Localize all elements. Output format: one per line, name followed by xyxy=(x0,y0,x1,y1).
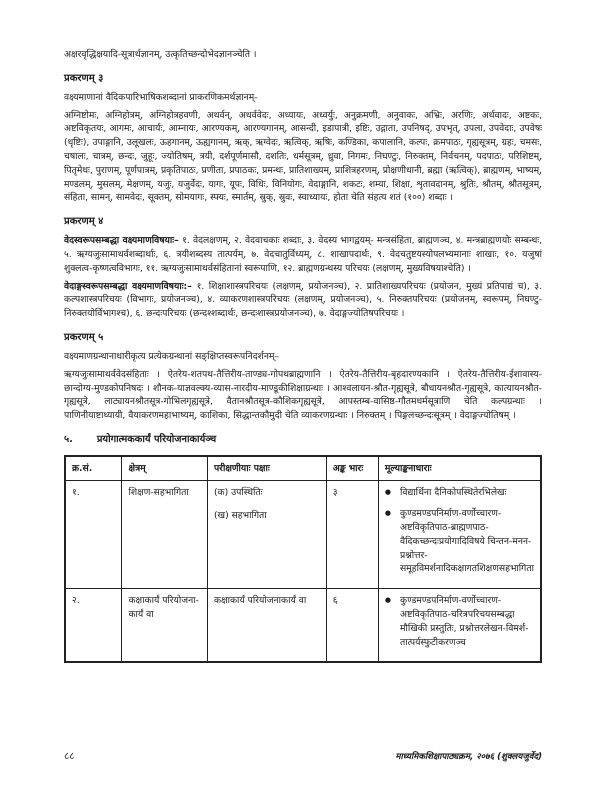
heading-prakaranam-3: प्रकरणम् ३ xyxy=(64,72,104,84)
footer-note: माध्यमिकशिक्षापाठ्यक्रम, २०७६ (शुक्लयजुर्वेद) xyxy=(395,752,542,762)
heading-prakaranam-4: प्रकरणम् ४ xyxy=(64,216,104,228)
p4-paragraph-vedanga xyxy=(64,280,542,321)
page-number: ८८ xyxy=(64,751,75,762)
p4-para1-lead: वेदस्वरूपसम्बद्धा वक्ष्यमाणविषयाः– xyxy=(64,235,183,247)
p5-texts-paragraph: ऋग्यजुःसामाथर्ववेदसंहिताः । ऐतरेय-शतपथ-तैत्तिरीय-ताण्ड्य-गोपथब्राह्मणानि । ऐतरेय-तैत्तिरीय-बृहदारण्यकानि । ऐतरेय-तैत्तिरीय-ईशावास्य-छान्दोग्य-मुण्डकोपनिषदः । शौनक-याज्ञवल्क्य-व्यास-नारदीय-माण्डूकीशिक्षाग्रन्थाः । आश्वलायन-श्रौत-गृह्यसूत्रे, बौधायनश्रौत-गृह्यसूत्रे, कात्यायनश्रौत-गृह्यसूत्रे, लाट्यायनश्रौतसूत्र-गोभिलगृह्यसूत्रे, वैतानश्रौतसूत्र-कौशिकगृह्यसूत्रे, आपस्तम्ब-वासिष्ठ-गौतमधर्मसूत्राणि चेति कल्पग्रन्थाः । पाणिनीयाष्टाध्यायी, वैयाकरणमहाभाष्यम्, काशिका, सिद्धान्तकौमुदी चेति व्याकरणग्रन्थाः । निरुक्तम् । पिङ्गलच्छन्दःसूत्रम् । वेदाङ्गज्योतिषम् । xyxy=(64,368,542,422)
row2-criterion-1-text: कुण्डमण्डपनिर्माण-वर्णोच्चारण-अष्टविकृतिपाठ-चरित्रपरिचयसम्बद्धा मौखिकी प्रस्तुतिः, प्रश्नोत्तरलेखन-विमर्श-तात्पर्यस्फुटीकरणञ्च xyxy=(400,595,529,648)
row1-aspects xyxy=(207,481,326,589)
p4-paragraph-veda xyxy=(64,234,542,275)
section5-heading xyxy=(64,433,542,448)
row1-aspect-a: (क) उपस्थितिः xyxy=(213,487,263,499)
header-serial: क्र.सं. xyxy=(65,456,122,481)
table-header-row xyxy=(65,456,541,481)
row1-criterion-1 xyxy=(385,486,534,500)
row1-criterion-2 xyxy=(385,507,534,576)
heading-prakaranam-5: प्रकरणम् ५ xyxy=(64,331,104,343)
row1-area: शिक्षण-सहभागिता xyxy=(122,481,207,589)
row2-criterion-1 xyxy=(385,594,534,649)
row1-criterion-1-text: विद्यार्थिना दैनिकोपस्थितेरभिलेखः xyxy=(400,487,507,499)
table-row xyxy=(65,481,541,589)
closing-line: अक्षरवृद्धिक्षयादि-सूत्रार्थज्ञानम्, उत्कृतिच्छन्दोभेदज्ञानञ्चेति । xyxy=(64,49,257,60)
section5-number: ५. xyxy=(64,433,73,445)
evaluation-table xyxy=(64,455,542,664)
p3-intro: वक्ष्यमाणानां वैदिकपारिभाषिकशब्दानां प्राकरणिकमर्थज्ञानम्- xyxy=(64,91,258,103)
row2-area: कक्षाकार्यं परियोजना-कार्यं वा xyxy=(122,589,207,663)
header-area: क्षेत्रम् xyxy=(122,456,207,481)
header-criteria: मूल्याङ्कनाधाराः xyxy=(378,456,541,481)
row2-aspect-a: कक्षाकार्यं परियोजनाकार्यं वा xyxy=(213,595,307,607)
row1-marks: ३ xyxy=(326,481,378,589)
p4-para2-lead: वेदाङ्गस्वरूपसम्बद्धा वक्ष्यमाणविषयाः:– xyxy=(64,280,197,292)
p3-terms-paragraph: अग्निष्टोमः, अग्निहोत्रम्, अग्निहोत्रहवणी, अथर्वन्, अथर्ववेदः, अध्यायः, अध्वर्युः, अनुक्रमणी, अनुवाकः, अभ्रिः, अरणिः, अर्थवादः, अष्टकः, अष्टविकृतयः, आगमः, आचार्यः, आम्नायः, आरण्यकम्, आरण्यगानम्, आसन्दी, इडापात्री, इष्टिः, उद्गाता, उपनिषद्, उपभृत्, उपला, उपवेदाः, उपवेषः (धृष्टिः), उपाङ्गानि, उलूखलः, ऊहगानम्, ऊह्यगानम्, ऋक्, ऋग्वेदः, ऋत्विक्, ऋषिः, कण्डिका, कपालानि, कल्पः, क्रमपाठः, गृह्यसूत्रम्, ग्रहः, चमसः, चषालः, चात्रम्, छन्दः, जुहूः, ज्योतिषम्, त्रयी, दर्शपूर्णमासौ, दशतिः, धर्मसूत्रम्, ध्रुवा, निगमः, निघण्टुः, निरुक्तम्, निर्वचनम्, पदपाठः, परिशिष्टम्, पितृमेधः, पुराणम्, पूर्णपात्रम्, प्रकृतिपाठः, प्रणीता, प्रपाठकः, प्रमन्थः, प्रातिशाख्यम्, प्राशित्रहरणम्, प्रोक्षणीधानी, ब्रह्मा (ऋत्विक्), ब्राह्मणम्, भाष्यम्, मण्डलम्, मुसलम्, मेक्षणम्, यजुः, यजुर्वेदः, यागः, यूपः, विधिः, विनियोगः, वेदाङ्गानि, शकटः, शम्या, शिक्षा, शृतावदानम्, श्रुतिः, श्रौतम्, श्रौतसूत्रम्, संहिता, सामन्, सामवेदः, सूक्तम्, सोमयागः, स्फ्यः, स्मार्तम्, स्रुक्, स्रुवः, स्वाध्यायः, होता चेति संहत्य शतं (१००) शब्दाः । xyxy=(64,109,542,204)
p4-para2-body: १. शिक्षाशास्त्रपरिचयः (लक्षणम्, प्रयोजनञ्च), २. प्रातिशाख्यपरिचयः (प्रयोजन, मुख्यं प्रतिपाद्यं च), ३. कल्पशास्त्रपरिचयः (विभागः, प्रयोजनञ्च), ४. व्याकरणशास्त्रपरिचयः (लक्षणम्, प्रयोजनञ्च), ५. निरुक्तपरिचयः (प्रयोजनम्, स्वरूपम्, निघण्टु-निरुक्तयोर्विभागश्च), ६. छन्दःपरिचयः (छन्दश्शब्दार्थः, छन्दःशास्त्रप्रयोजनञ्च), ७. वेदाङ्गज्योतिषपरिचयः । xyxy=(64,280,542,320)
page-footer xyxy=(64,749,542,764)
row2-marks: ६ xyxy=(326,589,378,663)
row2-serial: २. xyxy=(65,589,122,663)
row1-serial: १. xyxy=(65,481,122,589)
table-row xyxy=(65,589,541,663)
p5-intro: वक्ष्यमाणग्रन्थानाधारीकृत्य प्रत्येकग्रन्थानां सङ्क्षिप्तस्वरूपनिदर्शनम्– xyxy=(64,350,280,362)
row2-criteria xyxy=(378,589,541,663)
header-aspects: परीक्षणीयाः पक्षाः xyxy=(207,456,326,481)
bullet-icon: ● xyxy=(384,488,392,497)
row1-aspect-b: (ख) सहभागिता xyxy=(213,510,267,522)
row1-criteria xyxy=(378,481,541,589)
bullet-icon: ● xyxy=(384,596,392,605)
section5-title: प्रयोगात्मककार्यं परियोजनाकार्यञ्च xyxy=(96,433,217,445)
row1-criterion-2-text: कुण्डमण्डपनिर्माण-वर्णोच्चारण-अष्टविकृतिपाठ-ब्राह्मणपाठ-वैदिकच्छन्दःप्रयोगादिविषये चिन्तन-मनन-प्रश्नोत्तर-समूहविमर्शनादिकक्षागतशिक्षणसहभागिता xyxy=(400,508,534,575)
header-marks: अङ्क भारः xyxy=(326,456,378,481)
p4-para1-body: १. वेदलक्षणम्, २. वेदवाचकाः शब्दाः, ३. वेदस्य भागद्वयम्- मन्त्रसंहिता, ब्राह्मणञ्च, ४. मन्त्रब्राह्मणयोः सम्बन्धः, ५. ऋग्यजुःसामाथर्वशब्दार्थाः, ६. त्रयीशब्दस्य तात्पर्यम्, ७. वेदचातुर्विध्यम्, ८. शाखापदार्थः, ९. वेदचतुष्टयस्योपलभ्यमानाः शाखाः, १०. यजुषां शुक्लत्व-कृष्णत्वविभागः, ११. ऋग्यजुःसामाथर्वसंहितानां स्वरूपाणि, १२. ब्राह्मणग्रन्थस्य परिचयः (लक्षणम्, मुख्यविषयाश्चेति) । xyxy=(64,235,542,274)
row2-aspects xyxy=(207,589,326,663)
bullet-icon: ● xyxy=(384,509,392,518)
